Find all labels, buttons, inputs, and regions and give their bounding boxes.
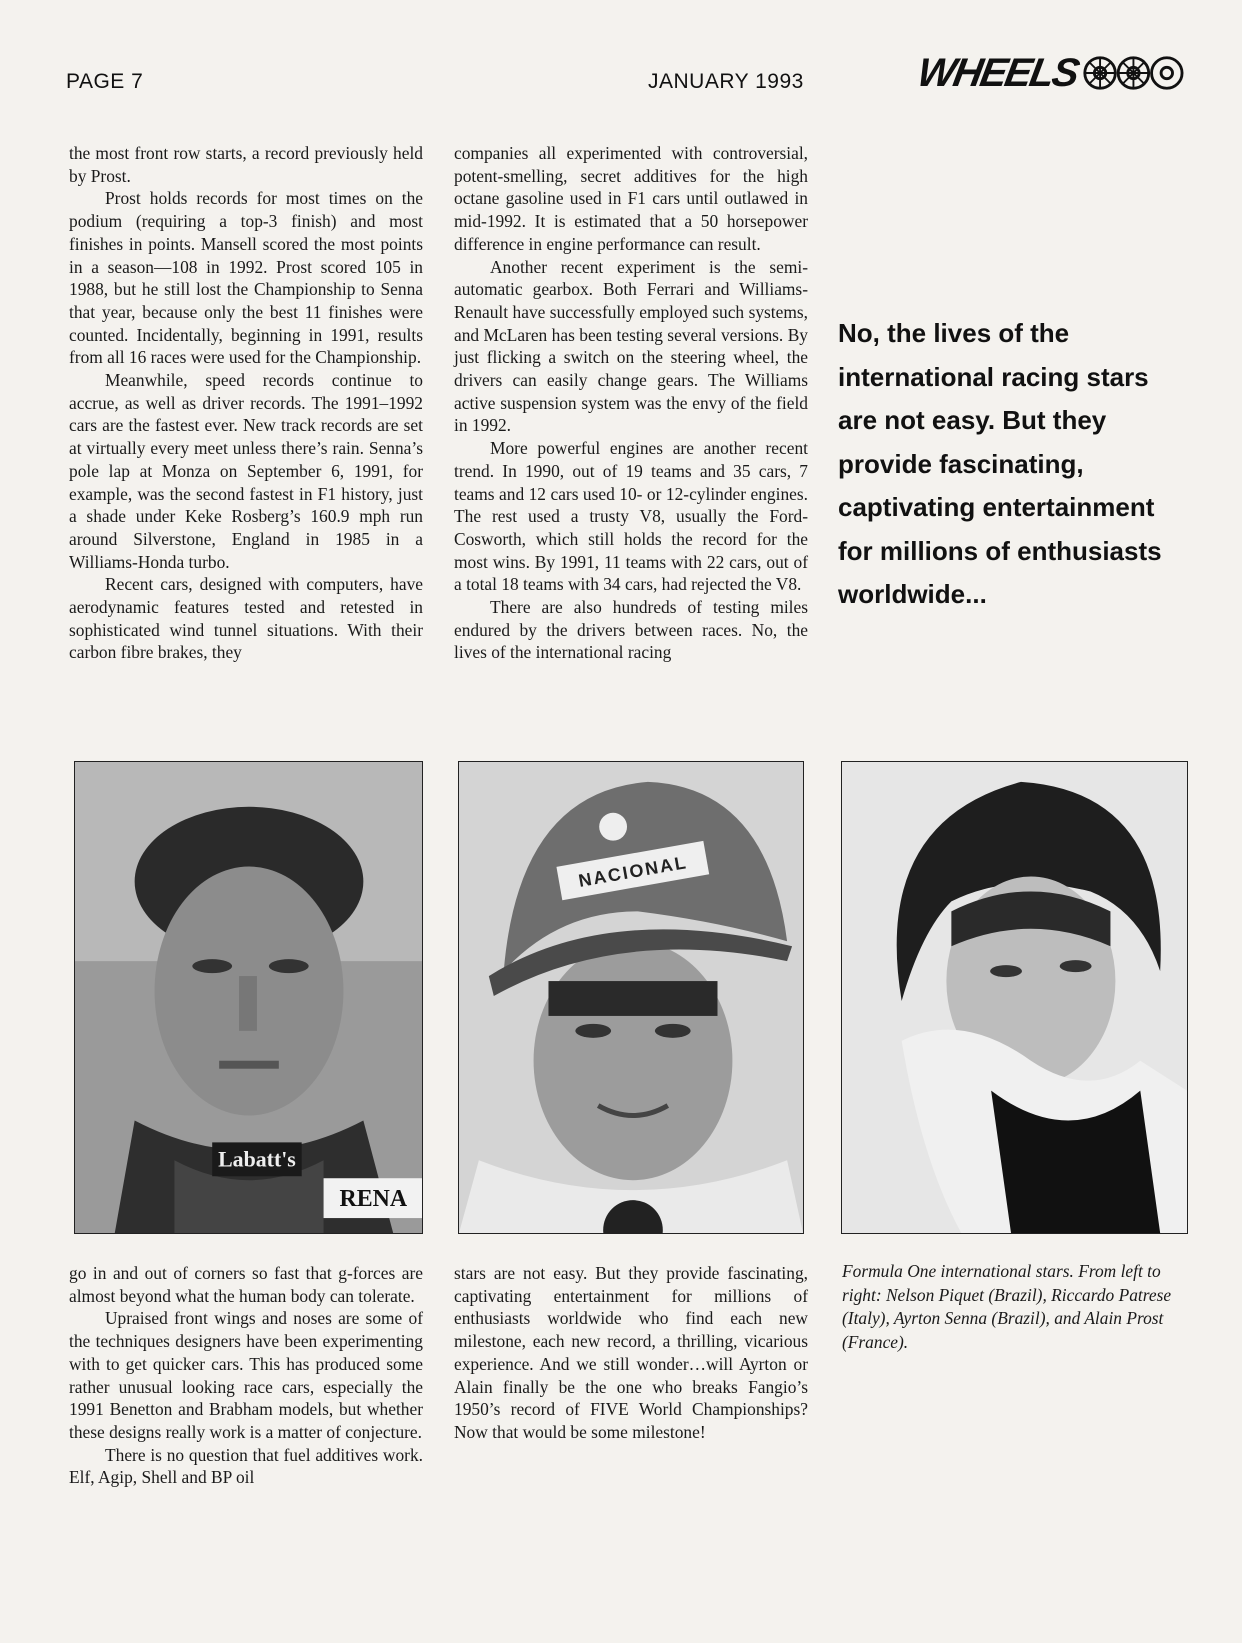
article-column-1-bottom — [69, 1262, 423, 1489]
article-column-2-top — [454, 142, 808, 664]
paragraph: Prost holds records for most times on the podium (requiring a top-3 finish) and most finishes in points. Mansell scored the most points in a season—108 in 1992. Prost scored 105 in 1988, but he still lost the Championship to Senna that year, because only the best 11 finishes were counted. Incidentally, beginning in 1991, results from all 16 races were used for the Championship. — [69, 188, 423, 368]
paragraph: Meanwhile, speed records continue to accrue, as well as driver records. The 1991–1992 cars are the fastest ever. New track records are set at virtually every meet unless there’s rain. Senna’s pole lap at Monza on September 6, 1991, for example, was the second fastest in F1 history, just a shade under Keke Rosberg’s 160.9 mph run around Silverstone, England in 1985 in a Williams-Honda turbo. — [69, 370, 423, 572]
sponsor-badge-text: Labatt's — [218, 1146, 296, 1172]
paragraph: More powerful engines are another recent trend. In 1990, out of 19 teams and 35 cars, 7 teams and 12 cars used 10- or 12-cylinder engines. The rest used a trusty V8, usually the Ford-Cosworth, which still holds the record for the most wins. By 1991, 11 teams with 22 cars, out of a total 18 teams with 34 cars, had rejected the V8. — [454, 438, 808, 595]
wheels-icon — [1081, 53, 1186, 93]
pull-quote: No, the lives of the international racing stars are not easy. But they provide fascinating, captivating entertainment for millions of enthusiasts worldwide... — [838, 318, 1162, 609]
paragraph: There is no question that fuel additives work. Elf, Agip, Shell and BP oil — [69, 1444, 423, 1488]
paragraph: Recent cars, designed with computers, have aerodynamic features tested and retested in sophisticated wind tunnel situations. With their carbon fibre brakes, they — [69, 574, 423, 663]
photo-riccardo-patrese — [74, 761, 423, 1234]
wheels-logo — [914, 50, 1186, 96]
paragraph: the most front row starts, a record previously held by Prost. — [69, 143, 423, 186]
paragraph: companies all experimented with controversial, potent-smelling, secret additives for the high octane gasoline used in F1 cars until outlawed in mid-1992. It is estimated that a 50 horsepower difference in engine performance can result. — [454, 143, 808, 254]
paragraph: There are also hundreds of testing miles endured by the drivers between races. No, the lives of the international racing — [454, 597, 808, 663]
photo-ayrton-senna — [458, 761, 804, 1234]
cap-logo-text: NACIONAL — [576, 852, 690, 891]
paragraph: Upraised front wings and noses are some of the techniques designers have been experimenting with to get quicker cars. This has produced some rather unusual looking race cars, especially the 1991 Benetton and Brabham models, but whether these designs really work is a matter of conjecture. — [69, 1308, 423, 1442]
logo-text: WHEELS — [914, 51, 1082, 95]
page-number: PAGE 7 — [66, 70, 144, 93]
paragraph: go in and out of corners so fast that g-forces are almost beyond what the human body can tolerate. — [69, 1263, 423, 1306]
photo-caption: Formula One international stars. From left to right: Nelson Piquet (Brazil), Riccardo Patrese (Italy), Ayrton Senna (Brazil), and Alain Prost (France). — [842, 1261, 1172, 1352]
photo-alain-prost — [841, 761, 1188, 1234]
article-column-1-top — [69, 142, 423, 664]
article-column-2-bottom — [454, 1262, 808, 1444]
paragraph: Another recent experiment is the semi-automatic gearbox. Both Ferrari and Williams-Renault have successfully employed such systems, and McLaren has been testing several versions. By just flicking a switch on the steering wheel, the drivers can easily change gears. The Williams active suspension system was the envy of the field in 1992. — [454, 256, 808, 436]
suit-logo-text: RENA — [339, 1186, 408, 1213]
issue-date: JANUARY 1993 — [648, 70, 804, 93]
paragraph: stars are not easy. But they provide fascinating, captivating entertainment for millions of enthusiasts worldwide who find each new milestone, each new record, a thrilling, vicarious experience. And we still wonder…will Ayrton or Alain finally be the one who breaks Fangio’s 1950’s record of FIVE World Championships? Now that would be some milestone! — [454, 1263, 808, 1442]
